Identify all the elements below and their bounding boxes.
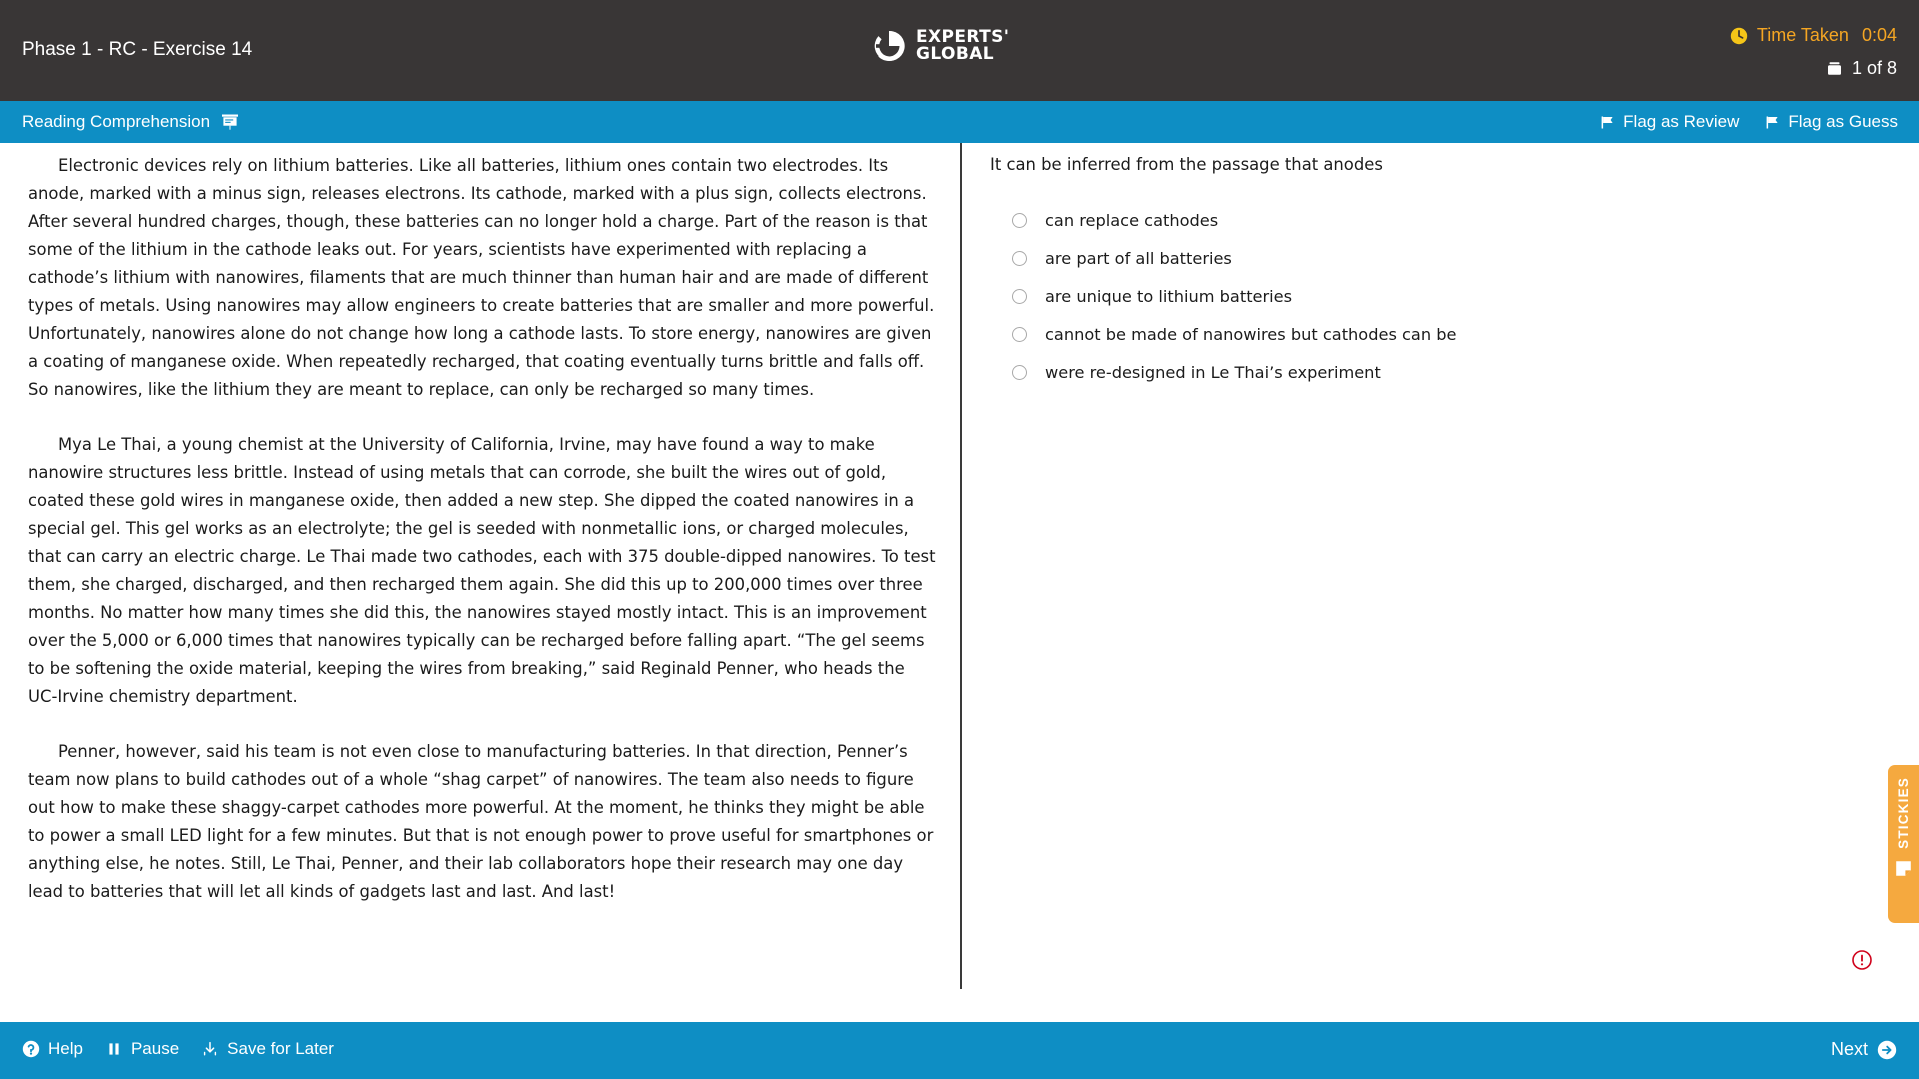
pause-button[interactable] <box>105 1039 179 1059</box>
answer-option[interactable] <box>1012 277 1870 315</box>
question-stem: It can be inferred from the passage that anodes <box>990 155 1383 174</box>
panel-divider <box>960 143 962 989</box>
answer-option-label: are unique to lithium batteries <box>1045 286 1293 306</box>
flag-actions <box>1600 112 1898 132</box>
flag-icon <box>1600 115 1615 130</box>
time-taken-value: 0:04 <box>1861 25 1897 45</box>
question-panel <box>990 143 1870 391</box>
passage-paragraph: Electronic devices rely on lithium batteries. Like all batteries, lithium ones contain two electrodes. Its anode, marked with a minus sign, releases electrons. Its cathode, marked with a plus sign, collects electrons. After several hundred charges, though, these batteries can no longer hold a charge. Part of the reason is that some of the lithium in the cathode leaks out. For years, scientists have experimented with replacing a cathode’s lithium with nanowires, filaments that are much thinner than human hair and are made of different types of metals. Using nanowires may allow engineers to create batteries that are smaller and more powerful. Unfortunately, nanowires alone do not change how long a cathode lasts. To store energy, nanowires are given a coating of manganese oxide. When repeatedly recharged, that coating eventually turns brittle and falls off. So nanowires, like the lithium they are meant to replace, can only be recharged so many times. <box>28 156 935 399</box>
answer-options <box>1012 201 1870 391</box>
footer-actions <box>22 1039 334 1059</box>
stickies-tab-button[interactable] <box>1888 765 1919 923</box>
question-progress-text: 1 of 8 <box>1851 58 1897 78</box>
brand-line-2: GLOBAL <box>916 44 994 64</box>
section-label: Reading Comprehension <box>22 112 211 131</box>
experts-global-circle-g-icon <box>872 29 906 63</box>
answer-option-label: cannot be made of nanowires but cathodes can be <box>1045 324 1457 344</box>
section-indicator <box>22 112 240 132</box>
pause-icon <box>105 1040 123 1058</box>
exclamation-circle-icon <box>1851 949 1873 971</box>
flag-as-review-label: Flag as Review <box>1623 112 1740 131</box>
exercise-body <box>0 143 1919 1022</box>
answer-option-label: were re-designed in Le Thai’s experiment <box>1045 362 1381 382</box>
brand-logo <box>872 29 1009 63</box>
footer-bar <box>0 1022 1919 1079</box>
whiteboard-icon[interactable] <box>220 112 240 132</box>
radio-button[interactable] <box>1012 365 1027 380</box>
save-for-later-label: Save for Later <box>227 1039 334 1058</box>
radio-button[interactable] <box>1012 327 1027 342</box>
radio-button[interactable] <box>1012 251 1027 266</box>
flag-as-guess-button[interactable] <box>1765 112 1898 132</box>
time-taken-label: Time Taken <box>1756 25 1849 45</box>
passage-paragraph: Mya Le Thai, a young chemist at the University of California, Irvine, may have found a way to make nanowire structures less brittle. Instead of using metals that can corrode, she built the wires out of gold, coated these gold wires in manganese oxide, then added a new step. She dipped the coated nanowires in a special gel. This gel works as an electrolyte; the gel is seeded with nonmetallic ions, or charged molecules, that can carry an electric charge. Le Thai made two cathodes, each with 375 double-dipped nanowires. To test them, she charged, discharged, and then recharged them again. She did this up to 200,000 times over three months. No matter how many times she did this, the nanowires stayed mostly intact. This is an improvement over the 5,000 or 6,000 times that nanowires typically can be recharged before falling apart. “The gel seems to be softening the oxide material, keeping the wires from breaking,” said Reginald Penner, who heads the UC-Irvine chemistry department. <box>28 435 936 706</box>
next-button[interactable] <box>1831 1039 1897 1060</box>
answer-option-label: can replace cathodes <box>1045 210 1219 230</box>
question-progress-display <box>1826 58 1897 79</box>
pause-label: Pause <box>130 1039 180 1058</box>
time-taken-display <box>1730 25 1897 46</box>
answer-option[interactable] <box>1012 201 1870 239</box>
app-header <box>0 0 1919 101</box>
brand-logo-text <box>916 29 1009 62</box>
brand-line-1: EXPERTS' <box>916 27 1010 48</box>
save-for-later-button[interactable] <box>201 1039 334 1059</box>
download-icon <box>201 1040 219 1058</box>
next-label: Next <box>1830 1039 1868 1059</box>
flag-as-review-button[interactable] <box>1600 112 1739 132</box>
radio-button[interactable] <box>1012 289 1027 304</box>
stickies-label: STICKIES <box>1896 777 1911 849</box>
clock-icon <box>1730 27 1748 45</box>
help-label: Help <box>48 1039 83 1058</box>
answer-option[interactable] <box>1012 239 1870 277</box>
arrow-right-circle-icon <box>1877 1040 1897 1060</box>
passage-paragraph: Penner, however, said his team is not even close to manufacturing batteries. In that direction, Penner’s team now plans to build cathodes out of a whole “shag carpet” of nanowires. The team also needs to figure out how to make these shaggy-carpet cathodes more powerful. At the moment, he thinks they might be able to power a small LED light for a few minutes. But that is not enough power to prove useful for smartphones or anything else, he notes. Still, Le Thai, Penner, and their lab collaborators hope their research may one day lead to batteries that will let all kinds of gadgets last and last. And last! <box>28 742 934 901</box>
flag-icon <box>1765 115 1780 130</box>
passage-panel <box>28 143 938 933</box>
answer-option[interactable] <box>1012 315 1870 353</box>
answer-option-label: are part of all batteries <box>1045 248 1232 268</box>
question-stack-icon <box>1826 60 1843 77</box>
section-toolbar <box>0 101 1919 143</box>
flag-as-guess-label: Flag as Guess <box>1788 112 1898 131</box>
radio-button[interactable] <box>1012 213 1027 228</box>
help-button[interactable] <box>22 1039 83 1059</box>
sticky-note-icon <box>1894 849 1913 878</box>
question-circle-icon <box>22 1040 40 1058</box>
answer-option[interactable] <box>1012 353 1870 391</box>
alert-indicator[interactable] <box>1851 949 1873 971</box>
exercise-title: Phase 1 - RC - Exercise 14 <box>22 39 253 60</box>
